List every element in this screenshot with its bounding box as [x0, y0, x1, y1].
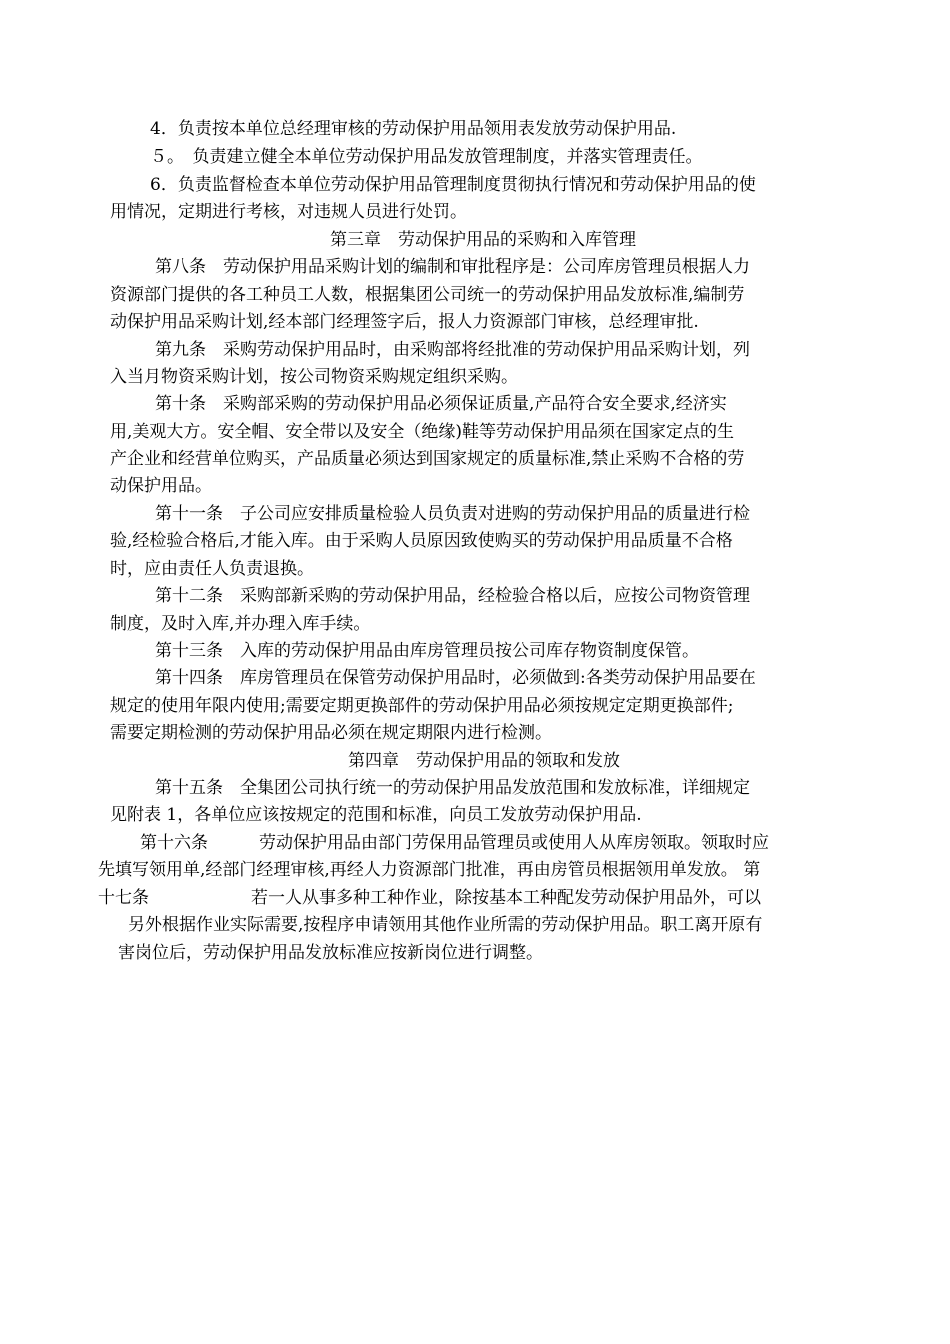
text-line: 用情况，定期进行考核，对违规人员进行处罚。	[110, 202, 467, 222]
text-line: 第十六条 劳动保护用品由部门劳保用品管理员或使用人从库房领取。领取时应	[140, 833, 769, 853]
text-line: 产企业和经营单位购买，产品质量必须达到国家规定的质量标准,禁止采购不合格的劳	[110, 449, 745, 469]
text-line: 需要定期检测的劳动保护用品必须在规定期限内进行检测。	[110, 723, 552, 743]
text-line: 4．负责按本单位总经理审核的劳动保护用品领用表发放劳动保护用品.	[150, 119, 677, 139]
chapter-heading: 第三章 劳动保护用品的采购和入库管理	[330, 230, 636, 250]
text-line: 制度，及时入库,并办理入库手续。	[110, 614, 371, 634]
text-line: 规定的使用年限内使用;需要定期更换部件的劳动保护用品必须按规定定期更换部件;	[110, 696, 734, 716]
text-line: 第八条 劳动保护用品采购计划的编制和审批程序是：公司库房管理员根据人力	[155, 257, 750, 277]
text-line: 第十二条 采购部新采购的劳动保护用品，经检验合格以后，应按公司物资管理	[155, 586, 750, 606]
text-line: 第九条 采购劳动保护用品时，由采购部将经批准的劳动保护用品采购计划，列	[155, 340, 750, 360]
text-line: 第十一条 子公司应安排质量检验人员负责对进购的劳动保护用品的质量进行检	[155, 504, 750, 524]
text-line: 资源部门提供的各工种员工人数，根据集团公司统一的劳动保护用品发放标准,编制劳	[110, 285, 745, 305]
text-line: ５。 负责建立健全本单位劳动保护用品发放管理制度，并落实管理责任。	[150, 147, 703, 167]
text-line: 第十条 采购部采购的劳动保护用品必须保证质量,产品符合安全要求,经济实	[155, 394, 727, 414]
text-line: 验,经检验合格后,才能入库。由于采购人员原因致使购买的劳动保护用品质量不合格	[110, 531, 733, 551]
text-line: 用,美观大方。安全帽、安全带以及安全（绝缘)鞋等劳动保护用品须在国家定点的生	[110, 422, 735, 442]
text-line: 时，应由责任人负责退换。	[110, 559, 314, 579]
text-line: 第十三条 入库的劳动保护用品由库房管理员按公司库存物资制度保管。	[155, 641, 699, 661]
text-line: 6．负责监督检查本单位劳动保护用品管理制度贯彻执行情况和劳动保护用品的使	[150, 175, 756, 195]
text-line: 见附表 1，各单位应该按规定的范围和标准，向员工发放劳动保护用品.	[110, 805, 642, 825]
chapter-heading: 第四章 劳动保护用品的领取和发放	[348, 751, 620, 771]
text-line: 第十四条 库房管理员在保管劳动保护用品时，必须做到:各类劳动保护用品要在	[155, 668, 756, 688]
text-line: 第十五条 全集团公司执行统一的劳动保护用品发放范围和发放标准，详细规定	[155, 778, 750, 798]
text-line: 害岗位后，劳动保护用品发放标准应按新岗位进行调整。	[118, 943, 543, 963]
text-line: 入当月物资采购计划，按公司物资采购规定组织采购。	[110, 367, 518, 387]
text-line: 动保护用品采购计划,经本部门经理签字后，报人力资源部门审核，总经理审批.	[110, 312, 699, 332]
text-line: 动保护用品。	[110, 476, 212, 496]
text-line: 另外根据作业实际需要,按程序申请领用其他作业所需的劳动保护用品。职工离开原有	[128, 915, 763, 935]
text-line: 十七条 若一人从事多种工种作业，除按基本工种配发劳动保护用品外，可以	[98, 888, 761, 908]
text-line: 先填写领用单,经部门经理审核,再经人力资源部门批准，再由房管员根据领用单发放。 第	[98, 860, 761, 880]
